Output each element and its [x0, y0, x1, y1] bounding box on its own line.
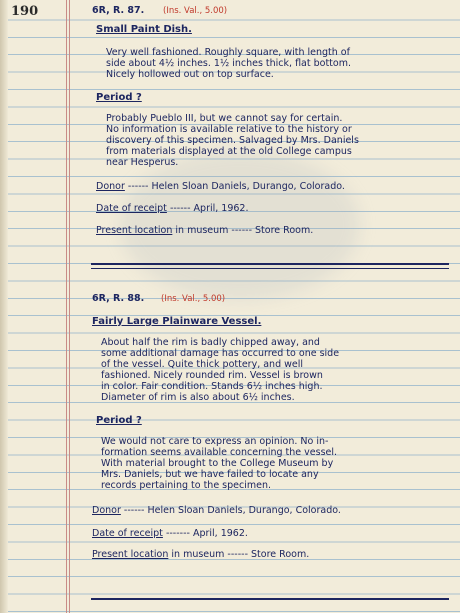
donor-value: ------ Helen Sloan Daniels, Durango, Colorado. — [127, 181, 345, 192]
entry-divider — [91, 598, 449, 600]
donor-label: Donor — [92, 505, 121, 516]
date-row — [96, 203, 249, 215]
catalog-number: 6R, R. 88. — [92, 293, 145, 304]
description-line: some additional damage has occurred to one side — [101, 348, 340, 359]
insurance-value: (Ins. Val., 5.00) — [163, 6, 228, 16]
period-line: discovery of this specimen. Salvaged by Mrs. Daniels — [106, 135, 359, 146]
entry-divider — [91, 263, 449, 265]
period-line: from materials displayed at the old College campus — [106, 146, 352, 157]
insurance-value: (Ins. Val., 5.00) — [161, 294, 226, 304]
specimen-title: Fairly Large Plainware Vessel. — [92, 316, 262, 327]
location-label: Present location — [92, 549, 169, 560]
period-heading: Period ? — [96, 415, 142, 426]
catalog-number: 6R, R. 87. — [92, 5, 145, 16]
period-line: near Hesperus. — [106, 157, 179, 168]
description-line: Diameter of rim is also about 6½ inches. — [101, 392, 295, 403]
period-line: records pertaining to the specimen. — [101, 480, 272, 491]
date-row — [92, 528, 248, 540]
margin-line — [69, 0, 70, 613]
location-value: in museum ------ Store Room. — [175, 225, 314, 236]
period-line: Mrs. Daniels, but we have failed to locate any — [101, 469, 319, 480]
description-line: About half the rim is badly chipped away, and — [101, 337, 320, 348]
location-row — [92, 549, 309, 561]
donor-value: ------ Helen Sloan Daniels, Durango, Colorado. — [123, 505, 341, 516]
period-line: No information is available relative to the history or — [106, 124, 352, 135]
location-value: in museum ------ Store Room. — [171, 549, 310, 560]
description-line: side about 4½ inches. 1½ inches thick, flat bottom. — [106, 58, 351, 69]
period-line: formation seems available concerning the vessel. — [101, 447, 338, 458]
specimen-title: Small Paint Dish. — [96, 24, 192, 35]
description-line: fashioned. Nicely rounded rim. Vessel is brown — [101, 370, 323, 381]
date-label: Date of receipt — [96, 203, 167, 214]
date-label: Date of receipt — [92, 528, 163, 539]
description-line: of the vessel. Quite thick pottery, and well — [101, 359, 304, 370]
date-value: ------- April, 1962. — [165, 528, 248, 539]
description-line: Nicely hollowed out on top surface. — [106, 69, 274, 80]
date-value: ------ April, 1962. — [169, 203, 249, 214]
entry-divider — [91, 268, 449, 269]
period-line: We would not care to express an opinion. No in- — [101, 436, 329, 447]
location-label: Present location — [96, 225, 173, 236]
page-number: 190 — [11, 4, 39, 19]
donor-label: Donor — [96, 181, 125, 192]
description-line: Very well fashioned. Roughly square, with length of — [106, 47, 350, 58]
description-line: in color. Fair condition. Stands 6½ inches high. — [101, 381, 323, 392]
location-row — [96, 225, 313, 237]
period-heading: Period ? — [96, 92, 142, 103]
period-line: Probably Pueblo III, but we cannot say for certain. — [106, 113, 343, 124]
binding-shadow — [0, 0, 8, 613]
margin-line — [66, 0, 67, 613]
donor-row — [96, 181, 345, 193]
donor-row — [92, 505, 341, 517]
period-line: With material brought to the College Museum by — [101, 458, 334, 469]
